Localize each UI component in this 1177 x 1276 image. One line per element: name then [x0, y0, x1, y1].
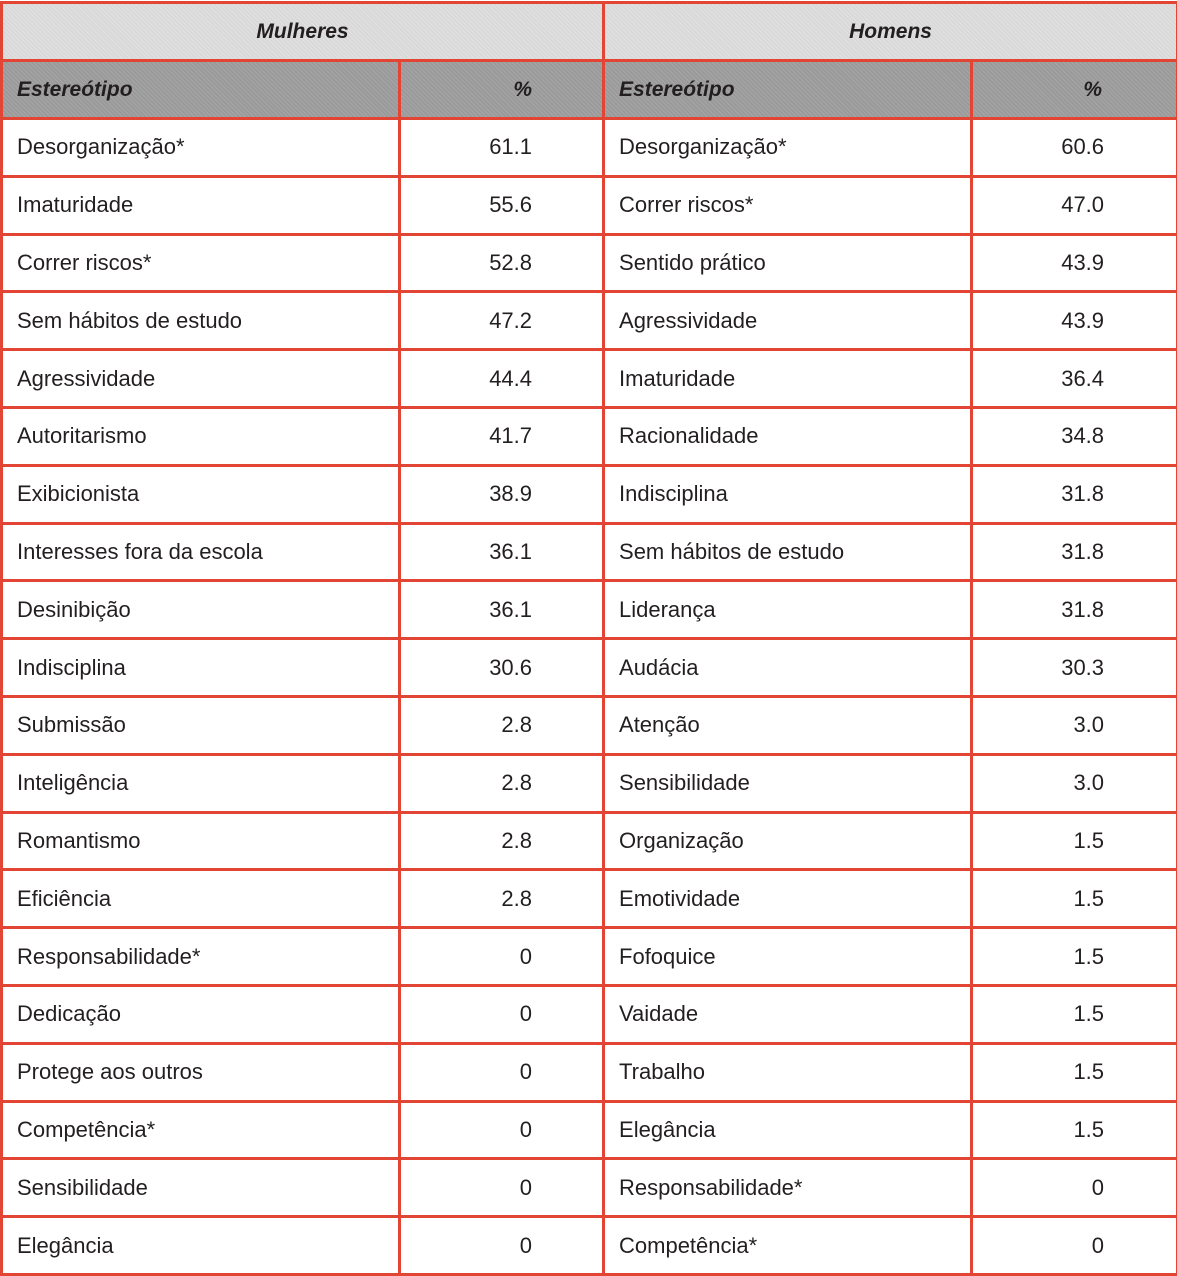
- men-percent-cell: 1.5: [972, 928, 1177, 986]
- women-percent-cell: 0: [400, 985, 604, 1043]
- men-stereotype-cell: Desorganização*: [604, 119, 972, 177]
- men-percent-cell: 47.0: [972, 176, 1177, 234]
- table-row: [2, 350, 1177, 408]
- women-stereotype-cell: Protege aos outros: [2, 1043, 400, 1101]
- men-percent-header: %: [972, 61, 1177, 119]
- table-row: [2, 292, 1177, 350]
- women-stereotype-cell: Exibicionista: [2, 465, 400, 523]
- men-stereotype-cell: Correr riscos*: [604, 176, 972, 234]
- men-percent-cell: 1.5: [972, 985, 1177, 1043]
- men-stereotype-cell: Competência*: [604, 1217, 972, 1275]
- women-percent-cell: 2.8: [400, 754, 604, 812]
- table-row: [2, 812, 1177, 870]
- women-percent-cell: 41.7: [400, 407, 604, 465]
- women-percent-cell: 61.1: [400, 119, 604, 177]
- women-stereotype-cell: Imaturidade: [2, 176, 400, 234]
- table-row: [2, 928, 1177, 986]
- men-stereotype-cell: Sem hábitos de estudo: [604, 523, 972, 581]
- women-stereotype-cell: Inteligência: [2, 754, 400, 812]
- men-stereotype-cell: Agressividade: [604, 292, 972, 350]
- men-stereotype-cell: Liderança: [604, 581, 972, 639]
- column-header-row: [2, 61, 1177, 119]
- women-percent-cell: 2.8: [400, 870, 604, 928]
- table-row: [2, 870, 1177, 928]
- men-percent-cell: 43.9: [972, 234, 1177, 292]
- table-row: [2, 581, 1177, 639]
- men-percent-cell: 3.0: [972, 696, 1177, 754]
- women-percent-cell: 0: [400, 1101, 604, 1159]
- women-percent-cell: 2.8: [400, 812, 604, 870]
- men-percent-cell: 0: [972, 1217, 1177, 1275]
- table-row: [2, 1159, 1177, 1217]
- women-stereotype-cell: Desorganização*: [2, 119, 400, 177]
- men-stereotype-cell: Imaturidade: [604, 350, 972, 408]
- men-stereotype-cell: Indisciplina: [604, 465, 972, 523]
- women-group-header: Mulheres: [2, 3, 604, 61]
- table-row: [2, 234, 1177, 292]
- women-percent-header: %: [400, 61, 604, 119]
- men-stereotype-cell: Atenção: [604, 696, 972, 754]
- men-percent-cell: 1.5: [972, 1101, 1177, 1159]
- women-percent-cell: 0: [400, 1159, 604, 1217]
- men-percent-cell: 36.4: [972, 350, 1177, 408]
- women-stereotype-cell: Correr riscos*: [2, 234, 400, 292]
- men-percent-cell: 31.8: [972, 581, 1177, 639]
- men-percent-cell: 1.5: [972, 1043, 1177, 1101]
- men-percent-cell: 1.5: [972, 870, 1177, 928]
- women-percent-cell: 52.8: [400, 234, 604, 292]
- table-row: [2, 523, 1177, 581]
- men-percent-cell: 60.6: [972, 119, 1177, 177]
- men-stereotype-cell: Trabalho: [604, 1043, 972, 1101]
- men-group-header: Homens: [604, 3, 1177, 61]
- group-header-row: [2, 3, 1177, 61]
- table-row: [2, 1043, 1177, 1101]
- men-stereotype-cell: Sentido prático: [604, 234, 972, 292]
- men-percent-cell: 30.3: [972, 639, 1177, 697]
- women-stereotype-cell: Indisciplina: [2, 639, 400, 697]
- women-stereotype-cell: Desinibição: [2, 581, 400, 639]
- stereotype-table: [0, 1, 1177, 1276]
- women-stereotype-cell: Sensibilidade: [2, 1159, 400, 1217]
- women-percent-cell: 38.9: [400, 465, 604, 523]
- men-stereotype-header: Estereótipo: [604, 61, 972, 119]
- women-percent-cell: 0: [400, 1217, 604, 1275]
- women-stereotype-cell: Responsabilidade*: [2, 928, 400, 986]
- table-row: [2, 176, 1177, 234]
- men-stereotype-cell: Sensibilidade: [604, 754, 972, 812]
- men-stereotype-cell: Racionalidade: [604, 407, 972, 465]
- table-row: [2, 465, 1177, 523]
- women-stereotype-cell: Dedicação: [2, 985, 400, 1043]
- men-percent-cell: 34.8: [972, 407, 1177, 465]
- women-stereotype-cell: Elegância: [2, 1217, 400, 1275]
- women-percent-cell: 55.6: [400, 176, 604, 234]
- men-stereotype-cell: Emotividade: [604, 870, 972, 928]
- men-stereotype-cell: Fofoquice: [604, 928, 972, 986]
- women-percent-cell: 44.4: [400, 350, 604, 408]
- table-row: [2, 1217, 1177, 1275]
- men-stereotype-cell: Responsabilidade*: [604, 1159, 972, 1217]
- men-percent-cell: 31.8: [972, 523, 1177, 581]
- table-row: [2, 985, 1177, 1043]
- women-percent-cell: 0: [400, 1043, 604, 1101]
- men-percent-cell: 31.8: [972, 465, 1177, 523]
- table-row: [2, 407, 1177, 465]
- women-stereotype-cell: Competência*: [2, 1101, 400, 1159]
- women-percent-cell: 47.2: [400, 292, 604, 350]
- women-percent-cell: 36.1: [400, 581, 604, 639]
- table-row: [2, 639, 1177, 697]
- women-stereotype-cell: Interesses fora da escola: [2, 523, 400, 581]
- men-stereotype-cell: Organização: [604, 812, 972, 870]
- women-stereotype-cell: Romantismo: [2, 812, 400, 870]
- women-stereotype-cell: Sem hábitos de estudo: [2, 292, 400, 350]
- men-stereotype-cell: Vaidade: [604, 985, 972, 1043]
- women-percent-cell: 0: [400, 928, 604, 986]
- table-row: [2, 696, 1177, 754]
- men-stereotype-cell: Elegância: [604, 1101, 972, 1159]
- table-row: [2, 754, 1177, 812]
- men-percent-cell: 3.0: [972, 754, 1177, 812]
- women-percent-cell: 30.6: [400, 639, 604, 697]
- table-row: [2, 1101, 1177, 1159]
- women-stereotype-cell: Autoritarismo: [2, 407, 400, 465]
- men-percent-cell: 1.5: [972, 812, 1177, 870]
- men-stereotype-cell: Audácia: [604, 639, 972, 697]
- men-percent-cell: 0: [972, 1159, 1177, 1217]
- women-stereotype-header: Estereótipo: [2, 61, 400, 119]
- women-percent-cell: 36.1: [400, 523, 604, 581]
- table-row: [2, 119, 1177, 177]
- women-percent-cell: 2.8: [400, 696, 604, 754]
- women-stereotype-cell: Eficiência: [2, 870, 400, 928]
- women-stereotype-cell: Agressividade: [2, 350, 400, 408]
- men-percent-cell: 43.9: [972, 292, 1177, 350]
- women-stereotype-cell: Submissão: [2, 696, 400, 754]
